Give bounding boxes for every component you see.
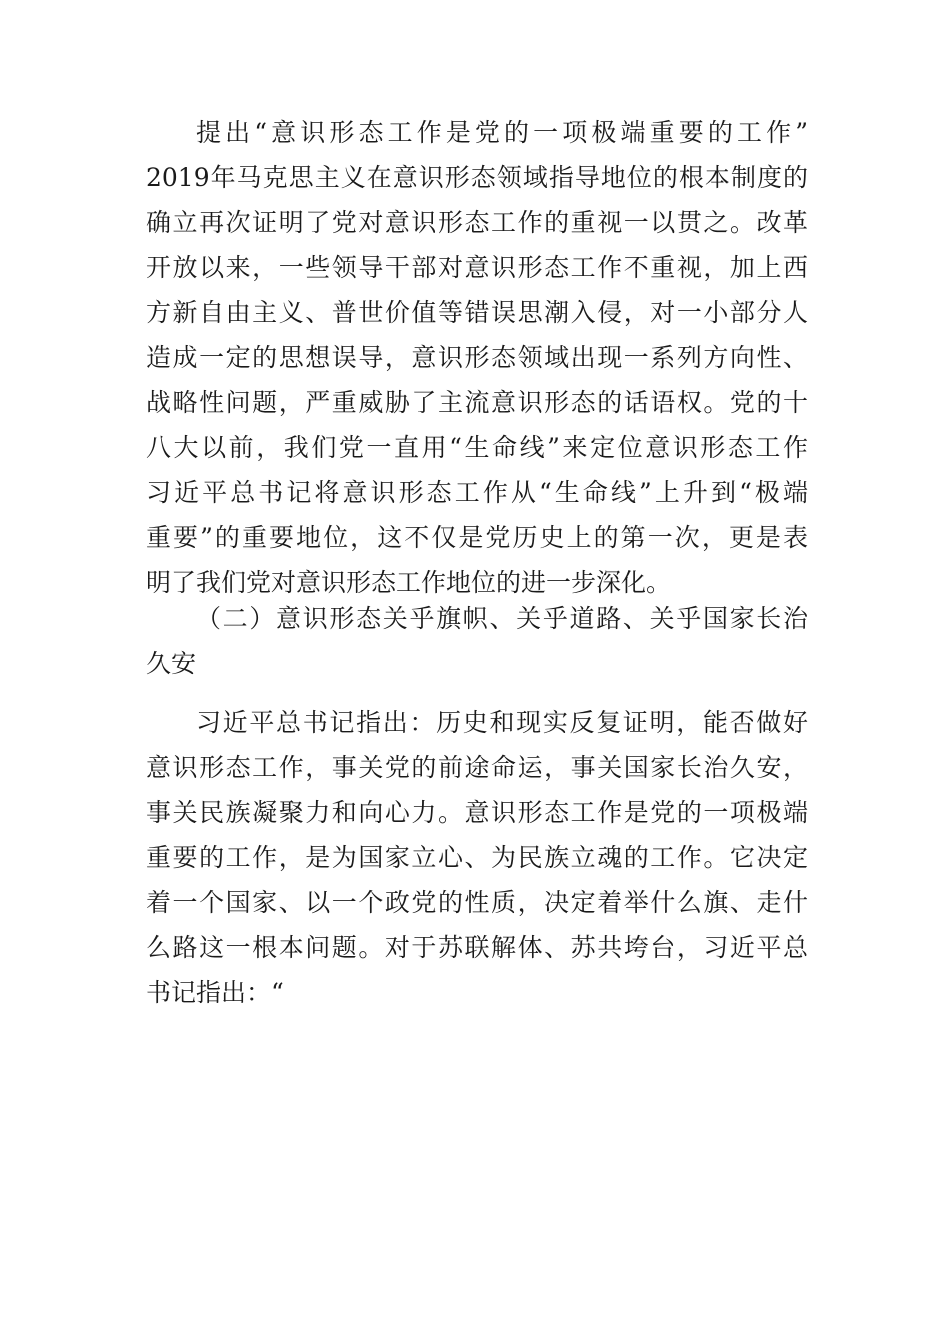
text-line: 意识形态工作，事关党的前途命运，事关国家长治久安， [146,753,808,782]
heading-line: （二）意识形态关乎旗帜、关乎道路、关乎国家长治 [196,604,808,633]
text-line: 战略性问题，严重威胁了主流意识形态的话语权。党的十 [146,388,808,417]
text-line: 2019年马克思主义在意识形态领域指导地位的根本制度的 [146,163,808,192]
text-line: 方新自由主义、普世价值等错误思潮入侵，对一小部分人 [146,298,808,327]
text-line: 重要的工作，是为国家立心、为民族立魂的工作。它决定 [146,843,808,872]
text-line: 么路这一根本问题。对于苏联解体、苏共垮台，习近平总 [146,933,808,962]
text-line: 习近平总书记指出：历史和现实反复证明，能否做好 [196,708,808,737]
section-heading [146,596,808,686]
heading-line: 久安 [146,649,197,678]
body-paragraph [146,700,808,1015]
text-line: 明了我们党对意识形态工作地位的进一步深化。 [146,568,672,597]
text-line: 提出“意识形态工作是党的一项极端重要的工作” [196,118,808,147]
text-line: 八大以前，我们党一直用“生命线”来定位意识形态工作 [146,433,808,462]
text-line: 书记指出：“ [146,978,284,1007]
text-line: 重要”的重要地位，这不仅是党历史上的第一次，更是表 [146,523,808,552]
text-line: 确立再次证明了党对意识形态工作的重视一以贯之。改革 [146,208,808,237]
text-line: 习近平总书记将意识形态工作从“生命线”上升到“极端 [146,478,808,507]
text-line: 造成一定的思想误导，意识形态领域出现一系列方向性、 [146,343,808,372]
body-paragraph [146,110,808,605]
text-line: 着一个国家、以一个政党的性质，决定着举什么旗、走什 [146,888,808,917]
text-line: 事关民族凝聚力和向心力。意识形态工作是党的一项极端 [146,798,808,827]
text-line: 开放以来，一些领导干部对意识形态工作不重视，加上西 [146,253,808,282]
